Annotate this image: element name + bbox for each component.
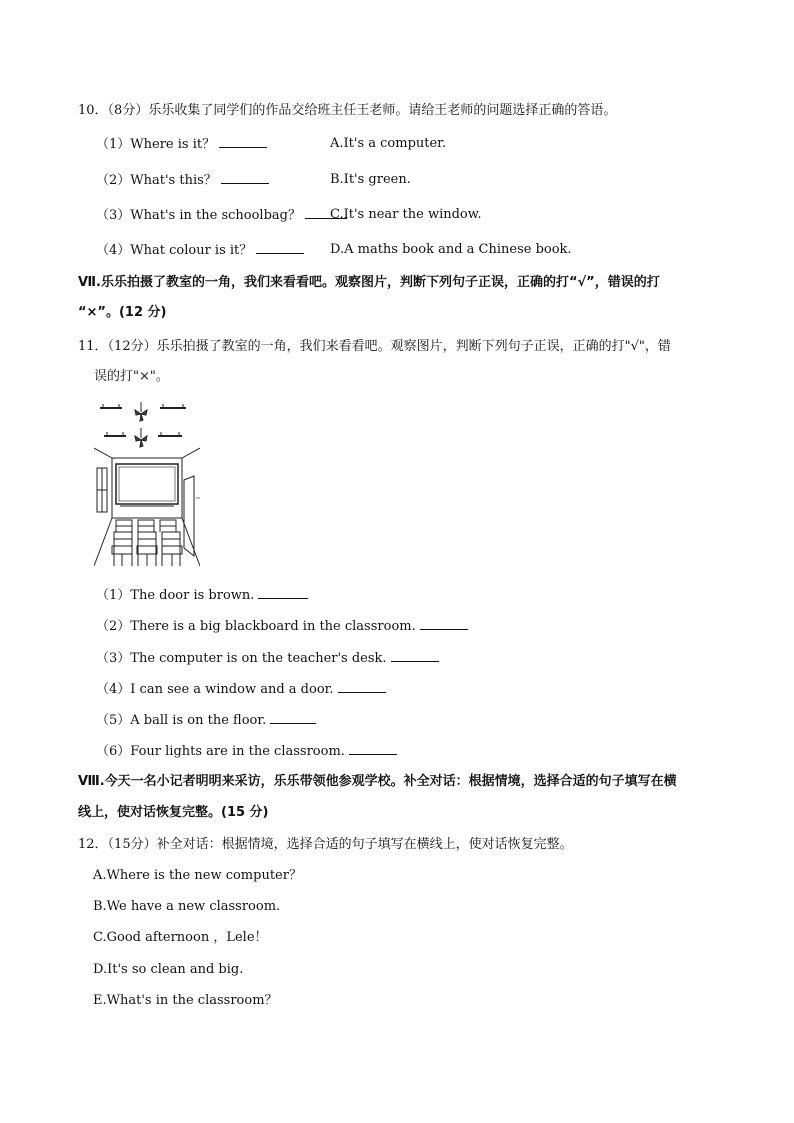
- answer-blank[interactable]: [256, 241, 304, 254]
- q11-item-2: [96, 617, 468, 636]
- q10-item-4: [96, 241, 304, 260]
- q11-item-6: [96, 742, 397, 761]
- q11-item-1-text: （1）The door is brown.: [96, 588, 255, 603]
- q11-item-3-text: （3）The computer is on the teacher's desk.: [96, 651, 387, 666]
- q10-option-a: A.It's a computer.: [330, 136, 447, 151]
- q11-item-1: [96, 586, 308, 605]
- q11-item-5-text: （5）A ball is on the floor.: [96, 713, 267, 728]
- q10-option-c: C.It's near the window.: [330, 207, 482, 222]
- q12-option-a: A.Where is the new computer？: [93, 868, 302, 883]
- q10-item-4-question: （4）What colour is it？: [96, 243, 253, 258]
- q11-stem-line2: 误的打"×"。: [94, 369, 169, 384]
- q10-item-1-question: （1）Where is it？: [96, 137, 216, 152]
- q12-option-e: E.What's in the classroom？: [93, 993, 278, 1008]
- section-7-heading-line1: Ⅶ.乐乐拍摄了教室的一角，我们来看看吧。观察图片，判断下列句子正误，正确的打“√”，错误的打: [78, 275, 660, 290]
- q10-stem: 10．（8分）乐乐收集了同学们的作品交给班主任王老师。请给王老师的问题选择正确的答语。: [78, 103, 617, 118]
- answer-blank[interactable]: [391, 649, 439, 662]
- q10-item-2: [96, 171, 269, 190]
- q12-option-c: C.Good afternoon ，Lele！: [93, 930, 268, 945]
- q11-item-5: [96, 711, 316, 730]
- q12-option-d: D.It's so clean and big.: [93, 962, 244, 977]
- answer-blank[interactable]: [338, 680, 386, 693]
- q12-option-b: B.We have a new classroom.: [93, 899, 281, 914]
- section-8-heading-line2: 线上，使对话恢复完整。(15 分): [78, 805, 269, 820]
- q10-item-2-question: （2）What's this？: [96, 173, 217, 188]
- q11-item-3: [96, 649, 439, 668]
- q10-item-3: [96, 206, 347, 225]
- q12-stem: 12．（15分）补全对话：根据情境，选择合适的句子填写在横线上，使对话恢复完整。: [78, 837, 573, 852]
- section-8-heading-line1: Ⅷ.今天一名小记者明明来采访，乐乐带领他参观学校。补全对话：根据情境，选择合适的句子填写在横: [78, 774, 677, 789]
- q10-option-d: D.A maths book and a Chinese book.: [330, 242, 572, 257]
- answer-blank[interactable]: [349, 742, 397, 755]
- answer-blank[interactable]: [270, 711, 316, 724]
- section-7-heading-line2: “×”。(12 分): [78, 305, 167, 320]
- q11-item-2-text: （2）There is a big blackboard in the classroom.: [96, 619, 416, 634]
- q11-item-6-text: （6）Four lights are in the classroom.: [96, 744, 345, 759]
- q10-item-1: [96, 135, 267, 154]
- q10-item-3-question: （3）What's in the schoolbag？: [96, 208, 301, 223]
- answer-blank[interactable]: [221, 171, 269, 184]
- answer-blank[interactable]: [258, 586, 308, 599]
- classroom-picture: [94, 398, 200, 566]
- q10-option-b: B.It's green.: [330, 172, 411, 187]
- q11-item-4: [96, 680, 386, 699]
- answer-blank[interactable]: [420, 617, 468, 630]
- answer-blank[interactable]: [219, 135, 267, 148]
- q11-item-4-text: （4）I can see a window and a door.: [96, 682, 334, 697]
- q11-stem-line1: 11．（12分）乐乐拍摄了教室的一角，我们来看看吧。观察图片，判断下列句子正误，正确的打"√"，错: [78, 339, 671, 354]
